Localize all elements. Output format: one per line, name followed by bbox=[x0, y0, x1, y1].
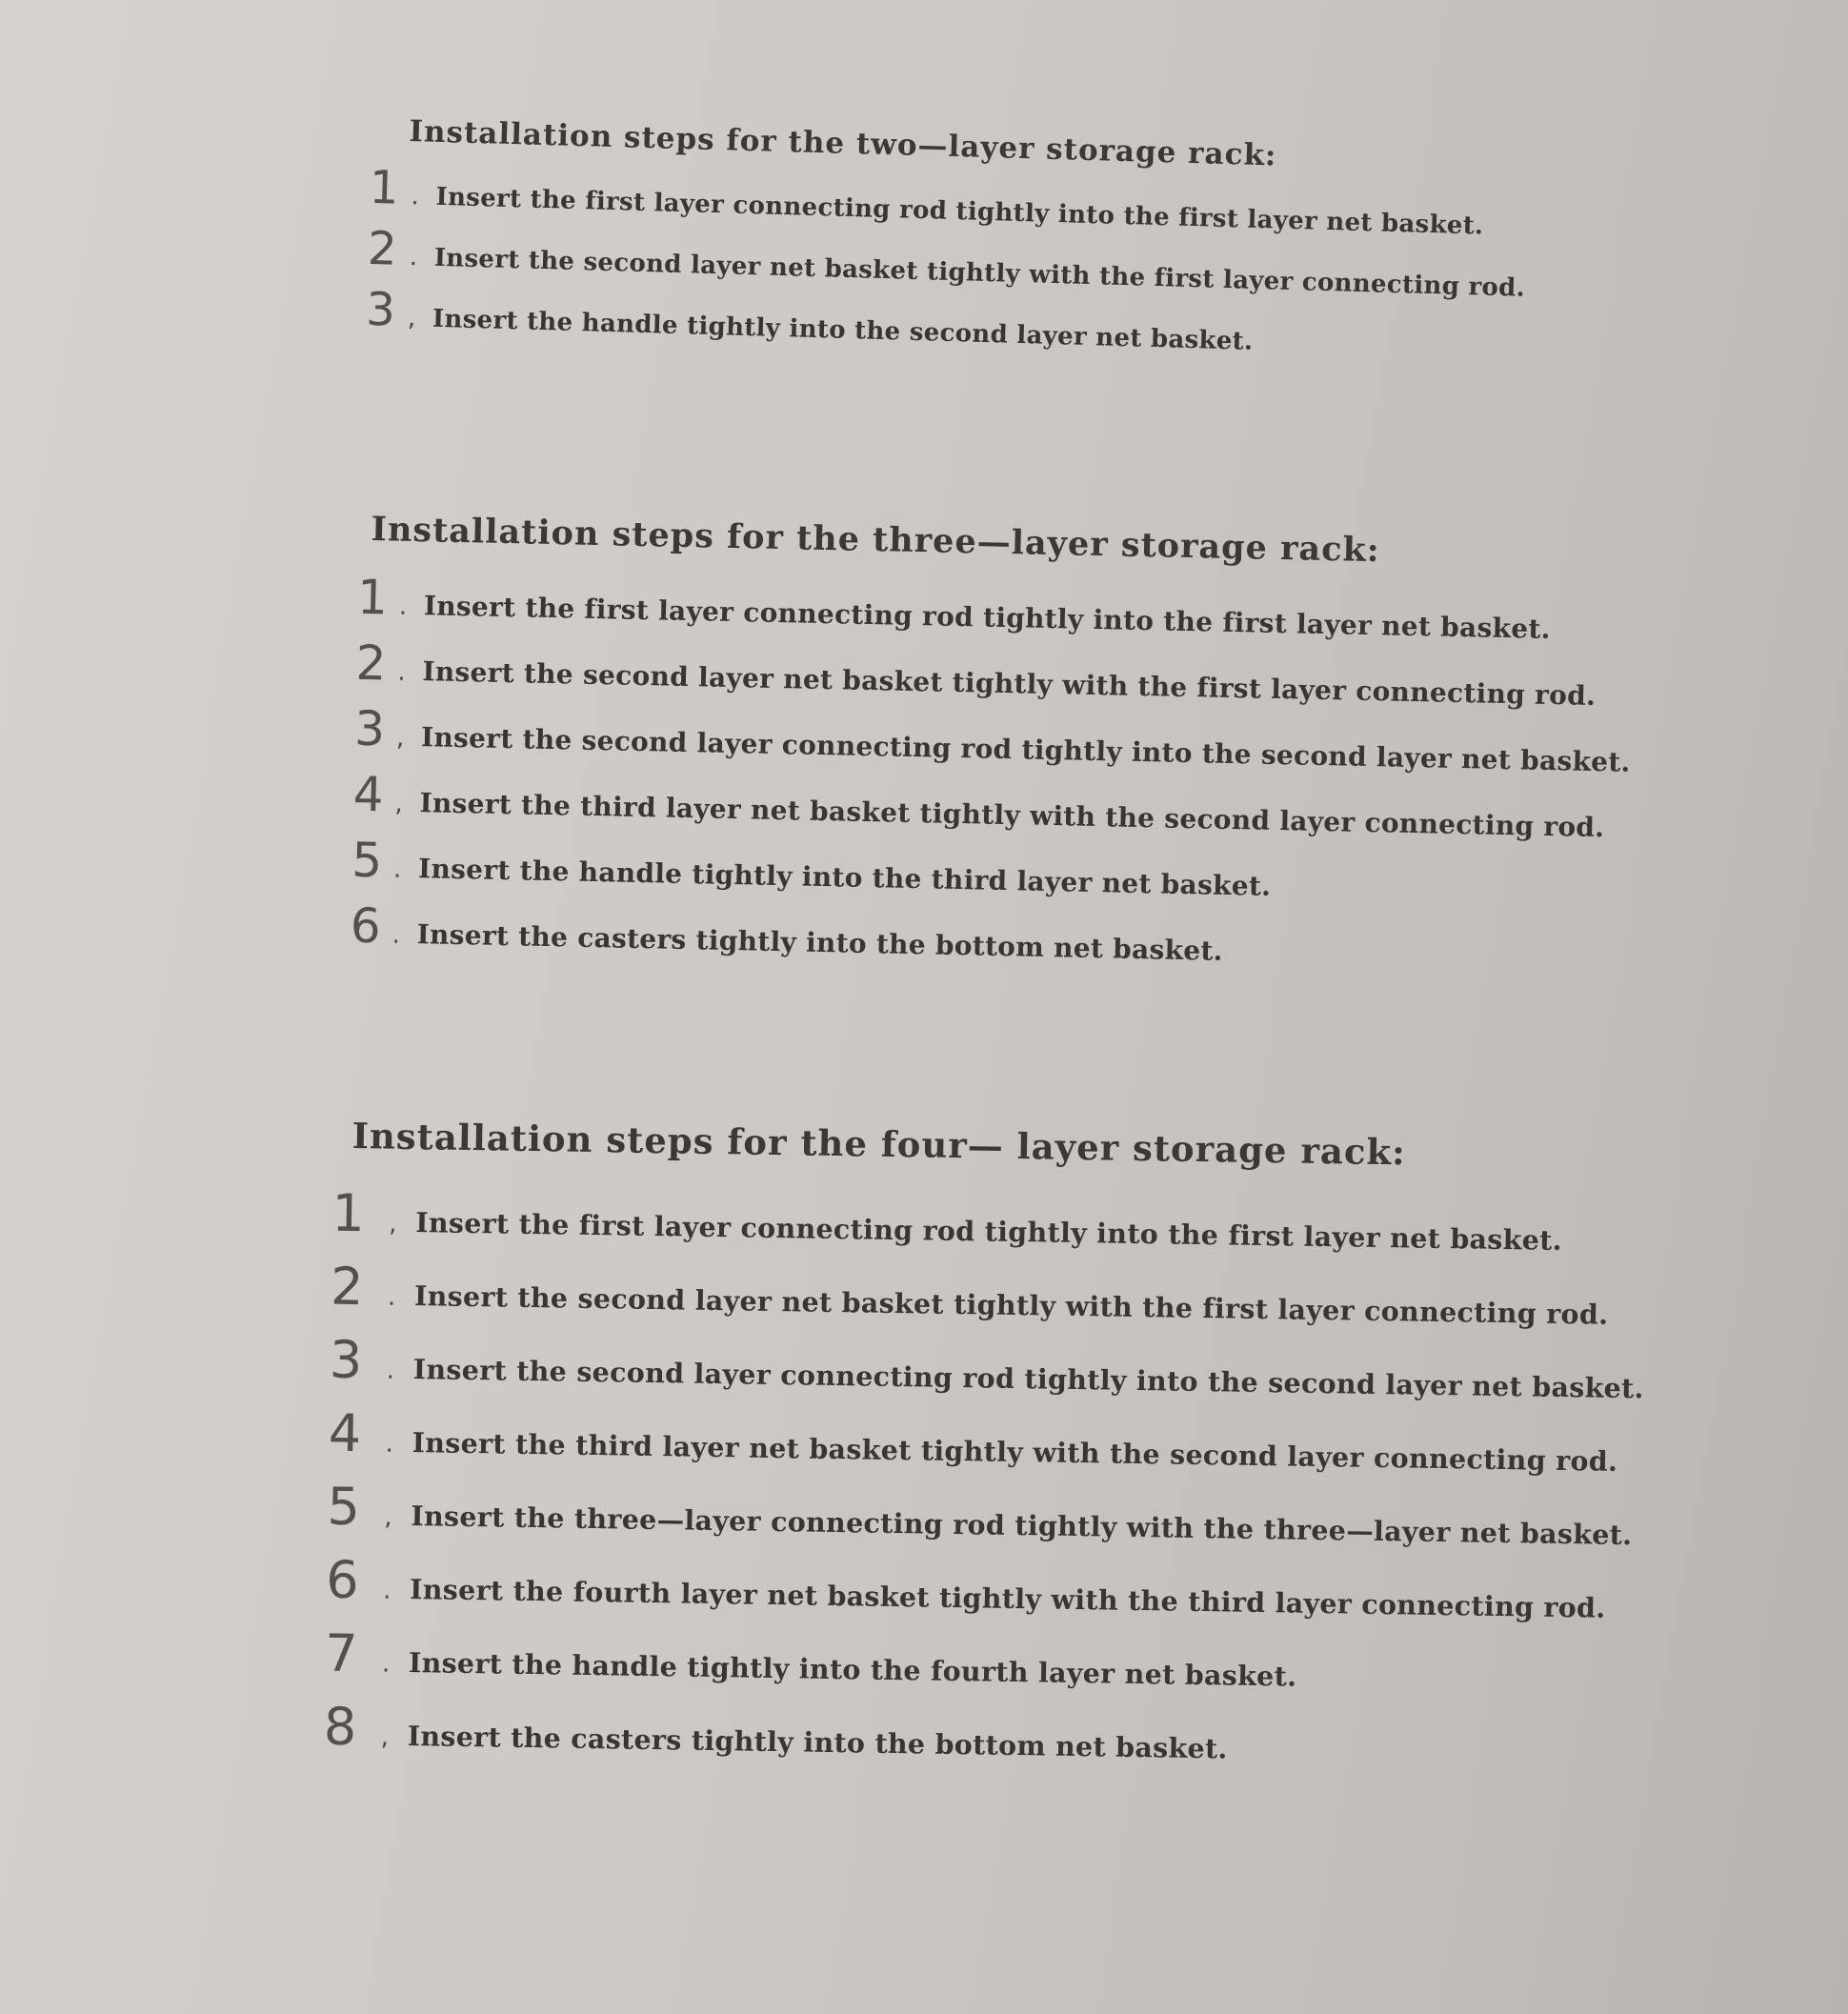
section-heading: Installation steps for the four— layer storage rack: bbox=[352, 1115, 1407, 1174]
step-text: Insert the second layer net basket tightly with the first layer connecting rod. bbox=[413, 1279, 1609, 1331]
step-separator: . bbox=[386, 1356, 395, 1385]
step-text: Insert the handle tightly into the fourth layer net basket. bbox=[408, 1645, 1297, 1693]
step-separator: , bbox=[407, 304, 416, 333]
step-separator: . bbox=[385, 1429, 394, 1459]
step-list bbox=[350, 570, 1634, 991]
step-text: Insert the second layer net basket tightly with the first layer connecting rod. bbox=[422, 655, 1597, 712]
step-number: 3 bbox=[329, 1329, 363, 1391]
step-text: Insert the three—layer connecting rod tightly with the three—layer net basket. bbox=[411, 1500, 1633, 1552]
step-separator: . bbox=[397, 657, 407, 687]
step-number: 4 bbox=[328, 1402, 362, 1464]
step-number: 2 bbox=[367, 221, 398, 276]
step-separator: . bbox=[387, 1282, 396, 1312]
step-text: Insert the handle tightly into the third layer net basket. bbox=[417, 853, 1272, 902]
step-separator: . bbox=[381, 1649, 391, 1679]
step-separator: , bbox=[388, 1209, 397, 1239]
step-text: Insert the second layer connecting rod tightly into the second layer net basket. bbox=[412, 1353, 1645, 1405]
step-separator: , bbox=[384, 1502, 392, 1532]
step-text: Insert the third layer net basket tightly with the second layer connecting rod. bbox=[412, 1426, 1618, 1478]
step-separator: . bbox=[392, 855, 402, 884]
step-list bbox=[323, 1183, 1647, 1791]
step-number: 1 bbox=[369, 160, 400, 215]
step-number: 5 bbox=[327, 1476, 361, 1538]
step-separator: . bbox=[382, 1576, 392, 1605]
step-text: Insert the second layer connecting rod tightly into the second layer net basket. bbox=[420, 721, 1631, 778]
step-number: 4 bbox=[352, 766, 385, 823]
step-separator: , bbox=[395, 723, 405, 753]
step-separator: , bbox=[380, 1722, 390, 1752]
step-text: Insert the fourth layer net basket tightly with the third layer connecting rod. bbox=[409, 1573, 1606, 1624]
step-number: 6 bbox=[325, 1549, 360, 1611]
step-text: Insert the handle tightly into the second layer net basket. bbox=[432, 304, 1254, 356]
step-text: Insert the casters tightly into the bottom net basket. bbox=[407, 1719, 1228, 1765]
step-number: 1 bbox=[356, 569, 389, 626]
step-number: 3 bbox=[353, 700, 386, 757]
section-four-layer bbox=[323, 1115, 1648, 1790]
step-number: 6 bbox=[350, 897, 382, 955]
step-text: Insert the first layer connecting rod tightly into the first layer net basket. bbox=[414, 1206, 1563, 1257]
section-heading: Installation steps for the three—layer storage rack: bbox=[371, 510, 1381, 571]
step-separator: . bbox=[411, 182, 420, 211]
step-number: 2 bbox=[355, 634, 388, 692]
step-number: 1 bbox=[331, 1182, 366, 1244]
step-text: Insert the first layer connecting rod tightly into the first layer net basket. bbox=[423, 590, 1552, 645]
section-three-layer bbox=[350, 510, 1636, 991]
step-text: Insert the casters tightly into the bottom net basket. bbox=[416, 918, 1224, 967]
step-separator: , bbox=[394, 789, 404, 818]
step-number: 7 bbox=[324, 1622, 358, 1684]
step-number: 5 bbox=[351, 832, 383, 889]
step-separator: . bbox=[398, 592, 408, 621]
step-list bbox=[365, 161, 1527, 376]
step-number: 8 bbox=[323, 1696, 357, 1758]
step-number: 2 bbox=[330, 1256, 365, 1318]
step-text: Insert the third layer net basket tightly with the second layer connecting rod. bbox=[419, 787, 1605, 844]
step-separator: . bbox=[409, 243, 418, 272]
step-number: 3 bbox=[365, 282, 396, 337]
step-text: Insert the second layer net basket tightly with the first layer connecting rod. bbox=[433, 243, 1526, 303]
step-separator: . bbox=[392, 920, 401, 950]
section-heading: Installation steps for the two—layer storage rack: bbox=[408, 114, 1277, 173]
section-two-layer bbox=[365, 114, 1529, 376]
step-text: Insert the first layer connecting rod tightly into the first layer net basket. bbox=[435, 182, 1484, 241]
